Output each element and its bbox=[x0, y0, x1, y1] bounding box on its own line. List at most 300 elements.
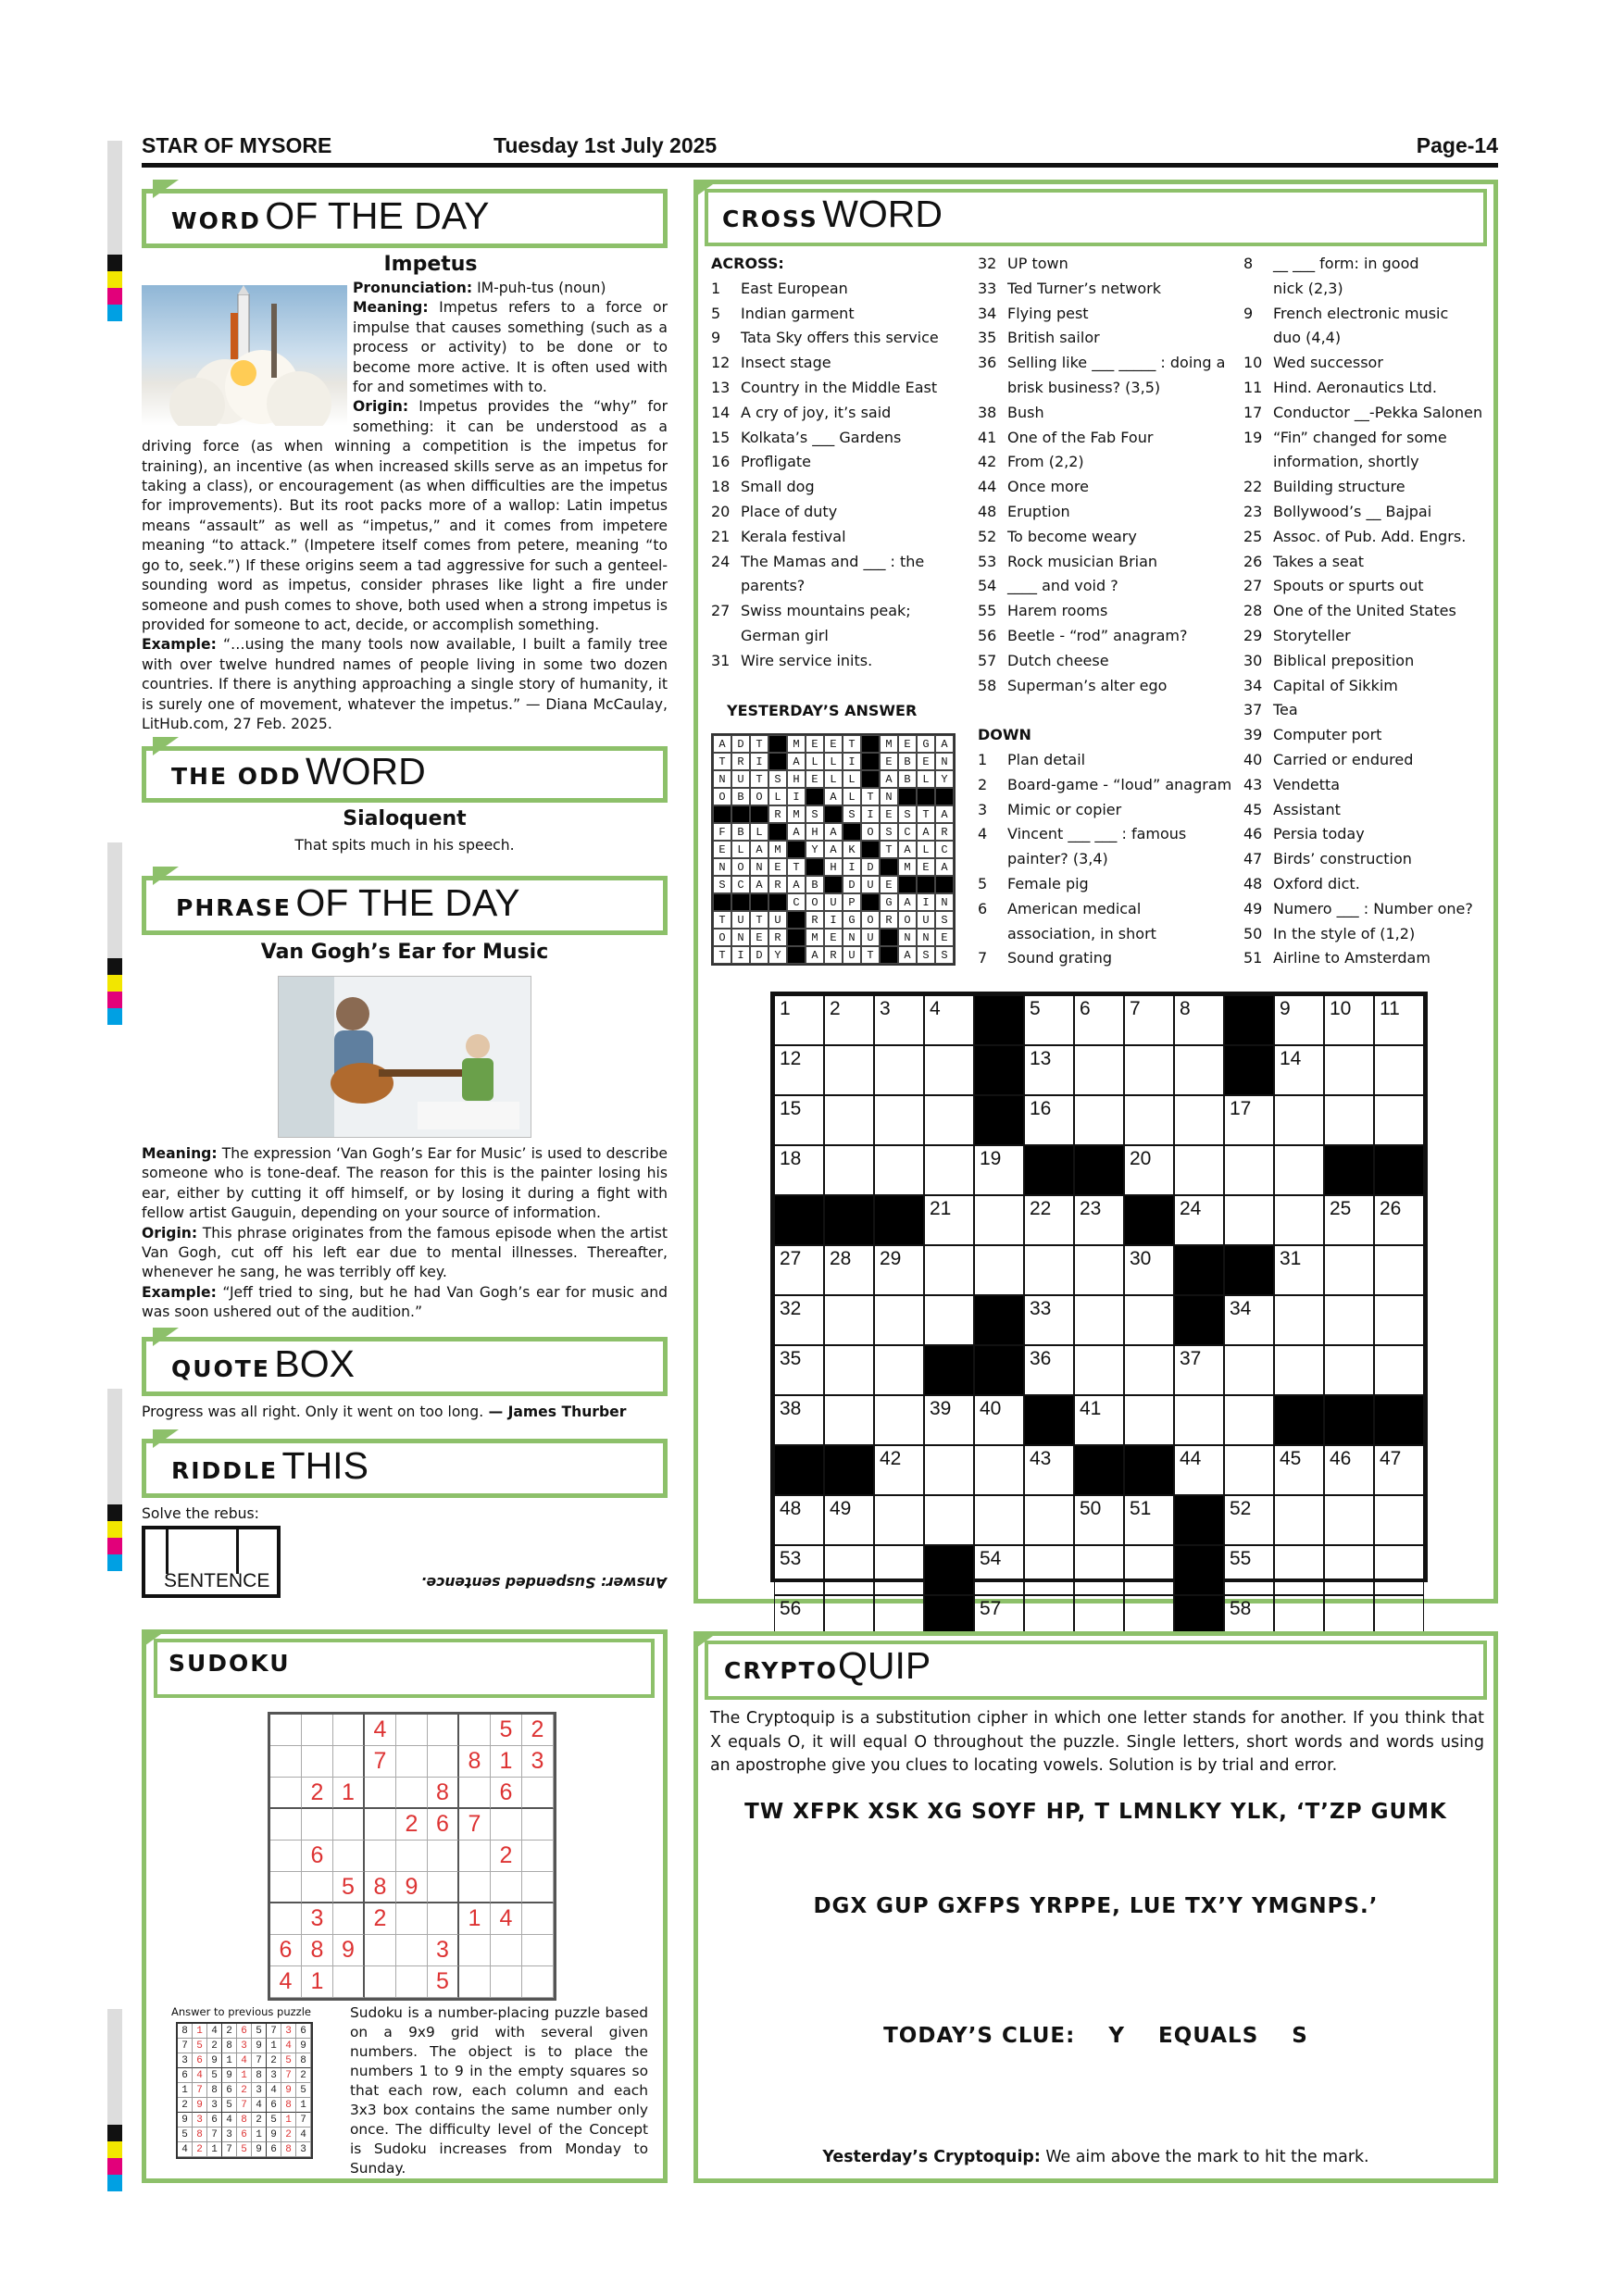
issue-date: Tuesday 1st July 2025 bbox=[493, 133, 718, 157]
crossword-cell[interactable] bbox=[1074, 1545, 1124, 1595]
previous-sudoku-cell: 6 bbox=[222, 2083, 237, 2098]
crossword-cell[interactable]: 2 bbox=[824, 995, 874, 1045]
crossword-cell[interactable]: 11 bbox=[1374, 995, 1424, 1045]
previous-sudoku-cell: 7 bbox=[237, 2098, 252, 2113]
sudoku-cell[interactable] bbox=[270, 1746, 302, 1778]
sudoku-cell[interactable] bbox=[365, 1809, 396, 1841]
black-square bbox=[1174, 1545, 1224, 1595]
color-bar bbox=[107, 2125, 122, 2191]
crossword-cell[interactable] bbox=[1124, 1345, 1174, 1395]
yesterday-cell: L bbox=[806, 753, 824, 770]
across-clues-col2: 32 UP town 33 Ted Turner’s network 34 Flying pest 35 British sailor 36 Selling like ___ _____ : doing a brisk business? (3,5) 38 Bush 41 One of the Fab Four 42 From (2,2) 44 Once more 48 Eruption 52 To become weary 53 Rock musician Brian 54 ____ and void ? 55 Harem rooms 56 Beetle - “rod” anagram? 57 Dutch cheese 58 Superman’s alter ego DOWN 1 Plan detail 2 Board-game - “loud” anagram 3 Mimic or copier 4 Vincent ___ ___ : famous painter? (3,4) 5 Female pig 6 American medical association, in short 7 Sound grating bbox=[978, 252, 1237, 971]
clue-item: brisk business? (3,5) bbox=[1007, 378, 1161, 396]
yesterday-cell: I bbox=[787, 788, 806, 805]
margin-strip bbox=[107, 842, 122, 958]
previous-sudoku-cell: 1 bbox=[222, 2053, 237, 2068]
sudoku-cell[interactable]: 8 bbox=[302, 1935, 333, 1966]
black-square bbox=[974, 1345, 1024, 1395]
clue-item: 36 Selling like ___ _____ : doing a bbox=[978, 354, 1226, 372]
crossword-cell[interactable] bbox=[924, 1495, 974, 1545]
crossword-cell[interactable] bbox=[824, 1545, 874, 1595]
sudoku-cell[interactable]: 9 bbox=[396, 1872, 428, 1903]
previous-sudoku-cell: 2 bbox=[207, 2039, 222, 2053]
sudoku-cell[interactable]: 1 bbox=[491, 1746, 522, 1778]
crossword-cell[interactable] bbox=[824, 1145, 874, 1195]
yesterday-cell bbox=[768, 823, 787, 841]
sudoku-cell[interactable] bbox=[428, 1903, 459, 1935]
crossword-cell[interactable]: 26 bbox=[1374, 1195, 1424, 1245]
crossword-cell[interactable]: 10 bbox=[1324, 995, 1374, 1045]
sudoku-cell[interactable] bbox=[459, 1935, 491, 1966]
sudoku-cell[interactable] bbox=[270, 1809, 302, 1841]
clue-item: 6 American medical bbox=[978, 899, 1142, 917]
crossword-cell[interactable] bbox=[1324, 1345, 1374, 1395]
crossword-cell[interactable] bbox=[1224, 1345, 1274, 1395]
sudoku-cell[interactable] bbox=[522, 1841, 554, 1872]
clue-item: 18 Small dog bbox=[711, 478, 815, 496]
sudoku-cell[interactable] bbox=[270, 1778, 302, 1809]
yesterday-cell: T bbox=[861, 788, 880, 805]
sudoku-cell[interactable] bbox=[522, 1935, 554, 1966]
crossword-cell[interactable]: 48 bbox=[774, 1495, 824, 1545]
crossword-cell[interactable]: 7 bbox=[1124, 995, 1174, 1045]
crossword-cell[interactable] bbox=[1224, 1445, 1274, 1495]
crossword-cell[interactable] bbox=[874, 1145, 924, 1195]
previous-sudoku-cell: 8 bbox=[252, 2068, 267, 2083]
crossword-cell[interactable] bbox=[1374, 1245, 1424, 1295]
sudoku-cell[interactable]: 7 bbox=[365, 1746, 396, 1778]
sudoku-cell[interactable] bbox=[302, 1872, 333, 1903]
crossword-cell[interactable] bbox=[1374, 1095, 1424, 1145]
yesterday-cell: S bbox=[843, 805, 861, 823]
previous-sudoku-cell: 1 bbox=[193, 2024, 207, 2039]
yesterday-cell: E bbox=[750, 929, 768, 946]
crossword-cell[interactable] bbox=[1274, 1545, 1324, 1595]
sudoku-cell[interactable] bbox=[459, 1715, 491, 1746]
crossword-cell[interactable]: 25 bbox=[1324, 1195, 1374, 1245]
previous-sudoku-cell: 5 bbox=[207, 2068, 222, 2083]
crossword-cell[interactable]: 44 bbox=[1174, 1445, 1224, 1495]
crossword-cell[interactable]: 34 bbox=[1224, 1295, 1274, 1345]
crossword-cell[interactable]: 28 bbox=[824, 1245, 874, 1295]
crossword-cell[interactable]: 30 bbox=[1124, 1245, 1174, 1295]
sudoku-cell[interactable] bbox=[522, 1903, 554, 1935]
sudoku-cell[interactable]: 6 bbox=[302, 1841, 333, 1872]
previous-answer-label: Answer to previous puzzle bbox=[171, 2005, 311, 2018]
sudoku-cell[interactable] bbox=[333, 1809, 365, 1841]
crossword-cell[interactable] bbox=[1274, 1495, 1324, 1545]
crossword-cell[interactable] bbox=[1324, 1095, 1374, 1145]
sudoku-cell[interactable]: 5 bbox=[333, 1872, 365, 1903]
yesterday-cell: D bbox=[861, 858, 880, 876]
yesterday-cell: L bbox=[768, 788, 787, 805]
sudoku-cell[interactable] bbox=[522, 1778, 554, 1809]
yesterday-cell: N bbox=[713, 858, 731, 876]
crossword-cell[interactable]: 23 bbox=[1074, 1195, 1124, 1245]
sudoku-cell[interactable] bbox=[459, 1966, 491, 1998]
sudoku-cell[interactable] bbox=[270, 1715, 302, 1746]
yesterday-cell bbox=[787, 929, 806, 946]
clue-item: nick (2,3) bbox=[1273, 279, 1343, 297]
sudoku-cell[interactable] bbox=[396, 1746, 428, 1778]
sudoku-cell[interactable] bbox=[428, 1746, 459, 1778]
crossword-cell[interactable] bbox=[1274, 1195, 1324, 1245]
crossword-cell[interactable] bbox=[1224, 1195, 1274, 1245]
yesterday-cell bbox=[768, 753, 787, 770]
sudoku-cell[interactable] bbox=[365, 1966, 396, 1998]
crossword-cell[interactable] bbox=[824, 1295, 874, 1345]
sudoku-cell[interactable]: 8 bbox=[365, 1872, 396, 1903]
crossword-cell[interactable]: 47 bbox=[1374, 1445, 1424, 1495]
yesterday-cell: U bbox=[768, 911, 787, 929]
previous-sudoku-cell: 7 bbox=[252, 2053, 267, 2068]
crossword-cell[interactable] bbox=[1024, 1245, 1074, 1295]
clue-item: parents? bbox=[741, 577, 806, 595]
sudoku-cell[interactable] bbox=[522, 1809, 554, 1841]
sudoku-cell[interactable]: 2 bbox=[365, 1903, 396, 1935]
clue-item: 14 A cry of joy, it’s said bbox=[711, 403, 892, 421]
sudoku-cell[interactable] bbox=[270, 1903, 302, 1935]
sudoku-cell[interactable] bbox=[396, 1778, 428, 1809]
previous-sudoku-cell: 6 bbox=[178, 2068, 193, 2083]
black-square bbox=[1124, 1445, 1174, 1495]
sudoku-cell[interactable]: 8 bbox=[428, 1778, 459, 1809]
crossword-cell[interactable] bbox=[1274, 1145, 1324, 1195]
sudoku-cell[interactable] bbox=[428, 1841, 459, 1872]
sudoku-cell[interactable] bbox=[491, 1872, 522, 1903]
sudoku-cell[interactable]: 4 bbox=[491, 1903, 522, 1935]
sudoku-cell[interactable] bbox=[396, 1935, 428, 1966]
crossword-cell[interactable] bbox=[1074, 1045, 1124, 1095]
sudoku-cell[interactable]: 3 bbox=[428, 1935, 459, 1966]
sudoku-cell[interactable]: 8 bbox=[459, 1746, 491, 1778]
crossword-cell[interactable]: 17 bbox=[1224, 1095, 1274, 1145]
crossword-cell[interactable]: 15 bbox=[774, 1095, 824, 1145]
crossword-cell[interactable]: 27 bbox=[774, 1245, 824, 1295]
crossword-cell[interactable]: 51 bbox=[1124, 1495, 1174, 1545]
crossword-cell[interactable]: 55 bbox=[1224, 1545, 1274, 1595]
sudoku-cell[interactable] bbox=[491, 1935, 522, 1966]
crossword-cell[interactable]: 12 bbox=[774, 1045, 824, 1095]
crossword-cell[interactable] bbox=[1174, 1095, 1224, 1145]
sudoku-cell[interactable] bbox=[333, 1903, 365, 1935]
black-square bbox=[1224, 1245, 1274, 1295]
yesterday-cell: O bbox=[713, 788, 731, 805]
yesterday-cell: N bbox=[713, 770, 731, 788]
sudoku-cell[interactable]: 3 bbox=[522, 1746, 554, 1778]
crossword-cell[interactable]: 8 bbox=[1174, 995, 1224, 1045]
sudoku-cell[interactable]: 2 bbox=[491, 1841, 522, 1872]
sudoku-cell[interactable] bbox=[270, 1841, 302, 1872]
phrase-body: Meaning: The expression ‘Van Gogh’s Ear for Music’ is used to describe someone who is tone-deaf. The reason for this is the painter losing his ear, either by cutting it off himself, or by losing it during a fight with fellow artist Gauguin, depending on your source of information. Origin: This phrase originates from the famous episode when the artist Van Gogh, cut off his left ear due to mental illnesses. Thereafter, whenever he sang, he was terribly off key. Example: “Jeff tried to sing, but he had Van Gogh’s ear for music and was soon ushered out of the audition.” bbox=[142, 1145, 668, 1321]
crossword-cell[interactable] bbox=[1174, 1145, 1224, 1195]
sudoku-cell[interactable] bbox=[302, 1809, 333, 1841]
crossword-cell[interactable]: 46 bbox=[1324, 1445, 1374, 1495]
black-square bbox=[1374, 1395, 1424, 1445]
crossword-cell[interactable] bbox=[824, 1345, 874, 1395]
crossword-cell[interactable]: 40 bbox=[974, 1395, 1024, 1445]
sudoku-cell[interactable] bbox=[491, 1966, 522, 1998]
crossword-cell[interactable]: 45 bbox=[1274, 1445, 1324, 1495]
previous-sudoku-cell: 2 bbox=[252, 2113, 267, 2128]
sudoku-cell[interactable] bbox=[491, 1809, 522, 1841]
crossword-cell[interactable]: 3 bbox=[874, 995, 924, 1045]
sudoku-cell[interactable]: 2 bbox=[396, 1809, 428, 1841]
cryptoquip-line-1: TW XFPK XSK XG SOYF HP, T LMNLKY YLK, ‘T’ZP GUMK bbox=[744, 1800, 1447, 1824]
sudoku-cell[interactable]: 4 bbox=[365, 1715, 396, 1746]
sudoku-cell[interactable] bbox=[365, 1935, 396, 1966]
crossword-cell[interactable] bbox=[924, 1295, 974, 1345]
sudoku-cell[interactable] bbox=[270, 1872, 302, 1903]
crossword-cell[interactable]: 42 bbox=[874, 1445, 924, 1495]
previous-sudoku-cell: 6 bbox=[207, 2113, 222, 2128]
crossword-cell[interactable] bbox=[1324, 1545, 1374, 1595]
crossword-cell[interactable]: 13 bbox=[1024, 1045, 1074, 1095]
previous-sudoku-cell: 5 bbox=[252, 2024, 267, 2039]
yesterday-cell bbox=[713, 893, 731, 911]
yesterday-cryptoquip: Yesterday’s Cryptoquip: We aim above the mark to hit the mark. bbox=[822, 2148, 1369, 2166]
sudoku-cell[interactable]: 9 bbox=[333, 1935, 365, 1966]
crossword-cell[interactable] bbox=[1174, 1395, 1224, 1445]
crossword-cell[interactable]: 14 bbox=[1274, 1045, 1324, 1095]
sudoku-cell[interactable]: 6 bbox=[491, 1778, 522, 1809]
yesterday-cell: N bbox=[917, 929, 935, 946]
previous-sudoku-cell: 3 bbox=[207, 2098, 222, 2113]
crossword-cell[interactable] bbox=[1224, 1395, 1274, 1445]
sudoku-cell[interactable] bbox=[396, 1903, 428, 1935]
sudoku-cell[interactable]: 2 bbox=[522, 1715, 554, 1746]
crossword-cell[interactable]: 35 bbox=[774, 1345, 824, 1395]
odd-word: Sialoquent bbox=[343, 807, 467, 830]
crossword-cell[interactable]: 1 bbox=[774, 995, 824, 1045]
crossword-cell[interactable] bbox=[824, 1095, 874, 1145]
margin-strip bbox=[107, 141, 122, 255]
yesterday-cell bbox=[861, 770, 880, 788]
margin-strip bbox=[107, 1389, 122, 1504]
yesterday-cell: E bbox=[880, 753, 898, 770]
sudoku-cell[interactable]: 5 bbox=[428, 1966, 459, 1998]
crossword-cell[interactable] bbox=[924, 1095, 974, 1145]
crossword-cell[interactable]: 38 bbox=[774, 1395, 824, 1445]
sudoku-cell[interactable] bbox=[365, 1778, 396, 1809]
sudoku-cell[interactable] bbox=[396, 1966, 428, 1998]
crossword-cell[interactable]: 50 bbox=[1074, 1495, 1124, 1545]
crossword-cell[interactable] bbox=[1324, 1245, 1374, 1295]
previous-sudoku-cell: 8 bbox=[237, 2113, 252, 2128]
crossword-cell[interactable]: 20 bbox=[1124, 1145, 1174, 1195]
crossword-cell[interactable]: 24 bbox=[1174, 1195, 1224, 1245]
sudoku-cell[interactable] bbox=[522, 1872, 554, 1903]
sudoku-cell[interactable]: 6 bbox=[428, 1809, 459, 1841]
crossword-cell[interactable]: 6 bbox=[1074, 995, 1124, 1045]
crossword-cell[interactable] bbox=[874, 1495, 924, 1545]
crossword-cell[interactable]: 19 bbox=[974, 1145, 1024, 1195]
crossword-cell[interactable]: 39 bbox=[924, 1395, 974, 1445]
sudoku-cell[interactable]: 7 bbox=[459, 1809, 491, 1841]
sudoku-cell[interactable] bbox=[302, 1746, 333, 1778]
crossword-cell[interactable] bbox=[874, 1095, 924, 1145]
crossword-cell[interactable]: 33 bbox=[1024, 1295, 1074, 1345]
crossword-cell[interactable]: 22 bbox=[1024, 1195, 1074, 1245]
crossword-cell[interactable] bbox=[1374, 1295, 1424, 1345]
crossword-cell[interactable]: 16 bbox=[1024, 1095, 1074, 1145]
crossword-cell[interactable] bbox=[1324, 1045, 1374, 1095]
yesterday-cell: U bbox=[861, 876, 880, 893]
sudoku-cell[interactable] bbox=[333, 1966, 365, 1998]
crossword-cell[interactable]: 9 bbox=[1274, 995, 1324, 1045]
crossword-cell[interactable] bbox=[1124, 1045, 1174, 1095]
crossword-cell[interactable] bbox=[1374, 1495, 1424, 1545]
previous-sudoku-cell: 9 bbox=[267, 2128, 281, 2142]
crossword-cell[interactable]: 32 bbox=[774, 1295, 824, 1345]
crossword-cell[interactable] bbox=[874, 1295, 924, 1345]
clue-item: 48 Eruption bbox=[978, 502, 1070, 520]
crossword-cell[interactable] bbox=[924, 1445, 974, 1495]
sudoku-cell[interactable] bbox=[428, 1715, 459, 1746]
crossword-cell[interactable]: 31 bbox=[1274, 1245, 1324, 1295]
crossword-cell[interactable]: 18 bbox=[774, 1145, 824, 1195]
crossword-cell[interactable] bbox=[874, 1045, 924, 1095]
crossword-cell[interactable] bbox=[924, 1145, 974, 1195]
previous-sudoku-cell: 9 bbox=[281, 2083, 296, 2098]
sudoku-cell[interactable] bbox=[365, 1841, 396, 1872]
clue-item: 57 Dutch cheese bbox=[978, 651, 1109, 669]
crossword-cell[interactable]: 29 bbox=[874, 1245, 924, 1295]
yesterday-cell: R bbox=[768, 876, 787, 893]
yesterday-cell bbox=[935, 788, 954, 805]
crossword-cell[interactable]: 36 bbox=[1024, 1345, 1074, 1395]
crossword-cell[interactable] bbox=[824, 1045, 874, 1095]
crossword-cell[interactable] bbox=[1374, 1345, 1424, 1395]
crossword-cell[interactable] bbox=[1274, 1095, 1324, 1145]
crossword-cell[interactable] bbox=[1124, 1295, 1174, 1345]
previous-sudoku-cell: 6 bbox=[267, 2098, 281, 2113]
crossword-cell[interactable] bbox=[1374, 1045, 1424, 1095]
sudoku-cell[interactable]: 3 bbox=[302, 1903, 333, 1935]
crossword-cell[interactable] bbox=[824, 1395, 874, 1445]
sudoku-cell[interactable] bbox=[428, 1872, 459, 1903]
sudoku-cell[interactable] bbox=[459, 1841, 491, 1872]
yesterday-cell: E bbox=[898, 735, 917, 753]
crossword-cell[interactable] bbox=[874, 1545, 924, 1595]
crossword-cell[interactable] bbox=[1324, 1495, 1374, 1545]
crossword-cell[interactable]: 4 bbox=[924, 995, 974, 1045]
yesterday-cell: U bbox=[843, 946, 861, 964]
sudoku-cell[interactable]: 6 bbox=[270, 1935, 302, 1966]
yesterday-cell: E bbox=[768, 858, 787, 876]
crossword-cell[interactable] bbox=[1074, 1245, 1124, 1295]
crossword-cell[interactable] bbox=[974, 1245, 1024, 1295]
crossword-cell[interactable]: 43 bbox=[1024, 1445, 1074, 1495]
crossword-cell[interactable] bbox=[1074, 1295, 1124, 1345]
crossword-cell[interactable] bbox=[874, 1395, 924, 1445]
sudoku-cell[interactable]: 5 bbox=[491, 1715, 522, 1746]
yesterday-cell: A bbox=[787, 876, 806, 893]
sudoku-cell[interactable] bbox=[333, 1715, 365, 1746]
crossword-cell[interactable] bbox=[1174, 1045, 1224, 1095]
sudoku-cell[interactable] bbox=[302, 1715, 333, 1746]
crossword-cell[interactable]: 52 bbox=[1224, 1495, 1274, 1545]
yesterday-cell: A bbox=[750, 876, 768, 893]
yesterday-cell: M bbox=[898, 858, 917, 876]
clue-item: 32 UP town bbox=[978, 255, 1068, 272]
crossword-cell[interactable] bbox=[1024, 1545, 1074, 1595]
crossword-cell[interactable] bbox=[1074, 1345, 1124, 1395]
clue-item: German girl bbox=[741, 626, 829, 644]
previous-sudoku-cell: 3 bbox=[222, 2128, 237, 2142]
sudoku-cell[interactable]: 1 bbox=[302, 1966, 333, 1998]
sudoku-cell[interactable] bbox=[396, 1715, 428, 1746]
yesterday-cell: T bbox=[713, 753, 731, 770]
yesterday-cell: L bbox=[917, 770, 935, 788]
crossword-cell[interactable] bbox=[1274, 1295, 1324, 1345]
yesterday-cell: L bbox=[824, 770, 843, 788]
crossword-cell[interactable] bbox=[974, 1445, 1024, 1495]
crossword-cell[interactable]: 54 bbox=[974, 1545, 1024, 1595]
sudoku-cell[interactable]: 1 bbox=[333, 1778, 365, 1809]
sudoku-cell[interactable]: 2 bbox=[302, 1778, 333, 1809]
crossword-cell[interactable]: 41 bbox=[1074, 1395, 1124, 1445]
sudoku-description: Sudoku is a number-placing puzzle based on a 9x9 grid with several given numbers. The object is to place the numbers 1 to 9 in the empty squares so that each row, each column and each 3x3 box contains the same number only once. The difficulty level of the Concept is Sudoku increases from Monday to Sunday. bbox=[350, 2004, 648, 2177]
sudoku-cell[interactable] bbox=[333, 1841, 365, 1872]
previous-sudoku-cell: 4 bbox=[237, 2053, 252, 2068]
crossword-cell[interactable] bbox=[924, 1045, 974, 1095]
sudoku-cell[interactable]: 4 bbox=[270, 1966, 302, 1998]
crossword-cell[interactable] bbox=[1274, 1345, 1324, 1395]
crossword-cell[interactable] bbox=[1074, 1095, 1124, 1145]
sudoku-cell[interactable] bbox=[459, 1872, 491, 1903]
sudoku-cell[interactable] bbox=[333, 1746, 365, 1778]
crossword-cell[interactable] bbox=[1224, 1145, 1274, 1195]
previous-sudoku-cell: 7 bbox=[178, 2039, 193, 2053]
crossword-cell[interactable] bbox=[974, 1195, 1024, 1245]
sudoku-cell[interactable] bbox=[522, 1966, 554, 1998]
clue-item: 1 Plan detail bbox=[978, 750, 1086, 768]
crossword-cell[interactable] bbox=[1374, 1545, 1424, 1595]
crossword-cell[interactable] bbox=[1124, 1545, 1174, 1595]
crossword-cell[interactable] bbox=[924, 1245, 974, 1295]
crossword-cell[interactable]: 5 bbox=[1024, 995, 1074, 1045]
crossword-cell[interactable]: 56 bbox=[774, 1595, 824, 1645]
crossword-cell[interactable]: 57 bbox=[974, 1595, 1024, 1645]
crossword-cell[interactable]: 58 bbox=[1224, 1595, 1274, 1645]
yesterday-cell: A bbox=[898, 946, 917, 964]
black-square bbox=[1374, 1145, 1424, 1195]
crossword-cell[interactable]: 53 bbox=[774, 1545, 824, 1595]
yesterday-cell: N bbox=[880, 788, 898, 805]
black-square bbox=[1074, 1145, 1124, 1195]
crossword-cell[interactable]: 49 bbox=[824, 1495, 874, 1545]
crossword-cell[interactable] bbox=[874, 1345, 924, 1395]
yesterday-cell: R bbox=[806, 911, 824, 929]
black-square bbox=[1024, 1145, 1074, 1195]
sudoku-cell[interactable] bbox=[459, 1778, 491, 1809]
sudoku-cell[interactable]: 1 bbox=[459, 1903, 491, 1935]
yesterday-cell: S bbox=[713, 876, 731, 893]
yesterday-cell bbox=[880, 858, 898, 876]
crossword-cell[interactable] bbox=[1124, 1095, 1174, 1145]
crossword-cell[interactable] bbox=[1324, 1295, 1374, 1345]
crossword-cell[interactable] bbox=[1024, 1495, 1074, 1545]
yesterday-cell bbox=[768, 735, 787, 753]
sudoku-cell[interactable] bbox=[396, 1841, 428, 1872]
crossword-cell[interactable] bbox=[1124, 1395, 1174, 1445]
yesterday-cell bbox=[824, 805, 843, 823]
crossword-cell[interactable]: 37 bbox=[1174, 1345, 1224, 1395]
crossword-cell[interactable] bbox=[974, 1495, 1024, 1545]
crossword-cell[interactable]: 21 bbox=[924, 1195, 974, 1245]
previous-sudoku-cell: 5 bbox=[281, 2053, 296, 2068]
